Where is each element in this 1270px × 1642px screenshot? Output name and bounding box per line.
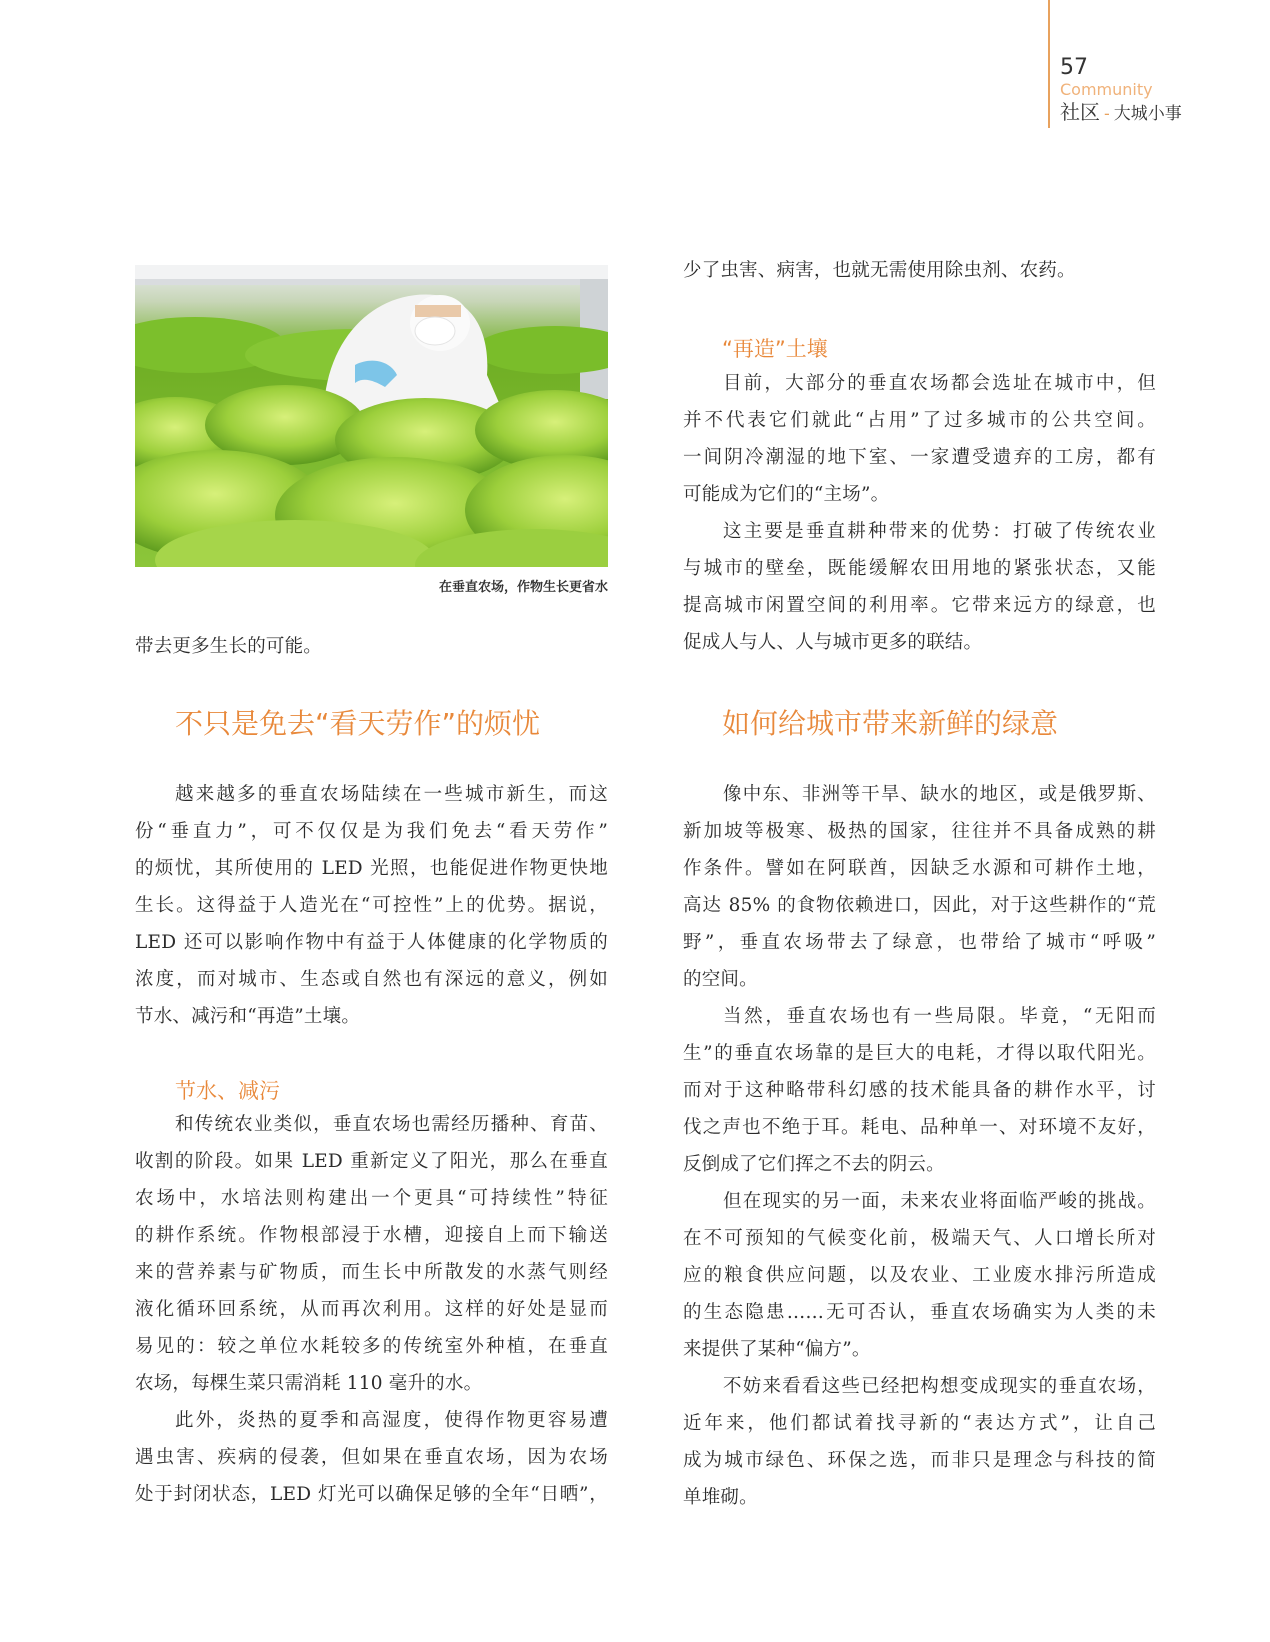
- text-line: 的耕作系统。作物根部浸于水槽，迎接自上而下输送: [135, 1225, 608, 1246]
- subheading-water-saving: 节水、减污: [175, 1079, 280, 1103]
- text-line: 伐之声也不绝于耳。耗电、品种单一、对环境不友好，: [683, 1117, 1156, 1138]
- text-line: LED 还可以影响作物中有益于人体健康的化学物质的: [135, 932, 608, 953]
- text-line: 在不可预知的气候变化前，极端天气、人口增长所对: [683, 1228, 1156, 1249]
- text-line: 促成人与人、人与城市更多的联结。: [683, 632, 983, 653]
- text-line: 和传统农业类似，垂直农场也需经历播种、育苗、: [175, 1114, 608, 1135]
- text-line: 生”的垂直农场靠的是巨大的电耗，才得以取代阳光。: [683, 1043, 1156, 1064]
- text-line: 的空间。: [683, 969, 758, 990]
- text-line: 份“垂直力”，可不仅仅是为我们免去“看天劳作”: [135, 821, 608, 842]
- text-line: 一间阴冷潮湿的地下室、一家遭受遗弃的工房，都有: [683, 447, 1156, 468]
- right-top: [683, 252, 1156, 289]
- text-line: 农场，每棵生菜只需消耗 110 毫升的水。: [135, 1373, 483, 1394]
- text-line: 成为城市绿色、环保之选，而非只是理念与科技的简: [683, 1450, 1156, 1471]
- left-intro: [135, 628, 608, 665]
- section-title-cn: [1060, 99, 1182, 127]
- text-line: 浓度，而对城市、生态或自然也有深远的意义，例如: [135, 969, 608, 990]
- text-line: 而对于这种略带科幻感的技术能具备的耕作水平，讨: [683, 1080, 1156, 1101]
- text-line: 与城市的壁垒，既能缓解农田用地的紧张状态，又能: [683, 558, 1156, 579]
- text-line: 遇虫害、疾病的侵袭，但如果在垂直农场，因为农场: [135, 1447, 608, 1468]
- text-line: 野”，垂直农场带去了绿意，也带给了城市“呼吸”: [683, 932, 1156, 953]
- text-line: 应的粮食供应问题，以及农业、工业废水排污所造成: [683, 1265, 1156, 1286]
- section-title-en: Community: [1060, 80, 1153, 99]
- text-line: 处于封闭状态，LED 灯光可以确保足够的全年“日晒”，: [135, 1484, 608, 1505]
- text-line: 越来越多的垂直农场陆续在一些城市新生，而这: [175, 784, 608, 805]
- header-divider: [1048, 0, 1050, 128]
- text-line: 不妨来看看这些已经把构想变成现实的垂直农场，: [723, 1376, 1156, 1397]
- text-line: 提高城市闲置空间的利用率。它带来远方的绿意，也: [683, 595, 1156, 616]
- text-line: 作条件。譬如在阿联酋，因缺乏水源和可耕作土地，: [683, 858, 1156, 879]
- text-line: 液化循环回系统，从而再次利用。这样的好处是显而: [135, 1299, 608, 1320]
- photo-caption: 在垂直农场，作物生长更省水: [438, 580, 608, 595]
- subsection-name: 大城小事: [1113, 104, 1182, 124]
- text-line: 少了虫害、病害，也就无需使用除虫剂、农药。: [683, 260, 1076, 281]
- text-line: 来的营养素与矿物质，而生长中所散发的水蒸气则经: [135, 1262, 608, 1283]
- text-line: 收割的阶段。如果 LED 重新定义了阳光，那么在垂直: [135, 1151, 608, 1172]
- left-para-2: [135, 1106, 608, 1513]
- heading-not-only: 不只是免去“看天劳作”的烦忧: [175, 707, 541, 740]
- page-header: [1060, 55, 1182, 127]
- page-number: 57: [1060, 55, 1088, 80]
- text-line: 的生态隐患……无可否认，垂直农场确实为人类的未: [683, 1302, 1156, 1323]
- text-line: 易见的：较之单位水耗较多的传统室外种植，在垂直: [135, 1336, 608, 1357]
- heading-how-green: 如何给城市带来新鲜的绿意: [722, 707, 1059, 740]
- right-para-6: [683, 776, 1156, 1516]
- left-para-1: [135, 776, 608, 1035]
- text-line: 近年来，他们都试着找寻新的“表达方式”，让自己: [683, 1413, 1156, 1434]
- section-name: 社区: [1060, 100, 1100, 124]
- text-line: 此外，炎热的夏季和高湿度，使得作物更容易遭: [175, 1410, 608, 1431]
- section-separator: -: [1104, 104, 1110, 123]
- text-line: 但在现实的另一面，未来农业将面临严峻的挑战。: [723, 1191, 1156, 1212]
- text-line: 当然，垂直农场也有一些局限。毕竟，“无阳而: [723, 1006, 1156, 1027]
- text-line: 来提供了某种“偏方”。: [683, 1339, 871, 1360]
- text-line: 高达 85% 的食物依赖进口，因此，对于这些耕作的“荒: [683, 895, 1156, 916]
- text-line: 农场中，水培法则构建出一个更具“可持续性”特征: [135, 1188, 608, 1209]
- text-line: 的烦忧，其所使用的 LED 光照，也能促进作物更快地: [135, 858, 608, 879]
- text-line: 目前，大部分的垂直农场都会选址在城市中，但: [723, 373, 1156, 394]
- text-line: 反倒成了它们挥之不去的阴云。: [683, 1154, 945, 1175]
- subheading-remake-soil: “再造”土壤: [722, 337, 828, 361]
- text-line: 生长。这得益于人造光在“可控性”上的优势。据说，: [135, 895, 608, 916]
- text-line: 单堆砌。: [683, 1487, 758, 1508]
- right-para-4: [683, 365, 1156, 661]
- vertical-farm-photo: [135, 265, 608, 567]
- intro-line: 带去更多生长的可能。: [135, 636, 323, 657]
- text-line: 可能成为它们的“主场”。: [683, 484, 890, 505]
- text-line: 新加坡等极寒、极热的国家，往往并不具备成熟的耕: [683, 821, 1156, 842]
- text-line: 这主要是垂直耕种带来的优势：打破了传统农业: [723, 521, 1156, 542]
- text-line: 节水、减污和“再造”土壤。: [135, 1006, 361, 1027]
- text-line: 像中东、非洲等干旱、缺水的地区，或是俄罗斯、: [723, 784, 1156, 805]
- text-line: 并不代表它们就此“占用”了过多城市的公共空间。: [683, 410, 1156, 431]
